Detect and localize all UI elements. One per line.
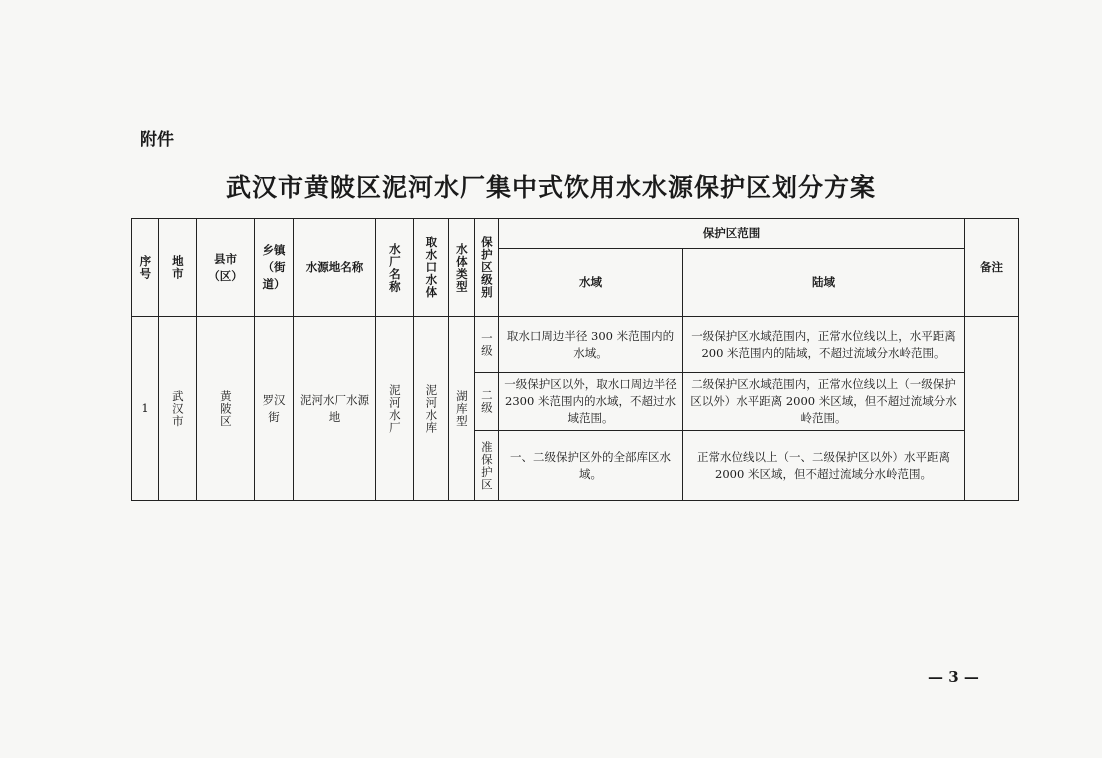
cell-level-3: 准保护区 xyxy=(479,440,494,491)
cell-level-2: 二级 xyxy=(479,389,494,414)
cell-remarks xyxy=(965,317,1019,501)
cell-body-type: 湖库型 xyxy=(454,389,469,428)
cell-land-1: 一级保护区水域范围内，正常水位线以上，水平距离 200 米范围内的陆域，不超过流域分水岭范围。 xyxy=(683,317,965,373)
header-water-area: 水域 xyxy=(499,249,683,317)
header-source-name: 水源地名称 xyxy=(294,219,376,317)
cell-plant-name: 泥河水厂 xyxy=(387,383,402,434)
header-body-type: 水体类型 xyxy=(454,242,469,293)
header-land-area: 陆域 xyxy=(683,249,965,317)
cell-water-1: 取水口周边半径 300 米范围内的水域。 xyxy=(499,317,683,373)
cell-source-name: 泥河水厂水源地 xyxy=(294,317,376,501)
cell-intake-body: 泥河水库 xyxy=(424,383,439,434)
cell-water-2: 一级保护区以外，取水口周边半径 2300 米范围内的水域，不超过水域范围。 xyxy=(499,373,683,431)
cell-town: 罗汉街 xyxy=(255,317,294,501)
attachment-label: 附件 xyxy=(140,130,174,150)
cell-level-1: 一级 xyxy=(479,332,494,357)
cell-land-2: 二级保护区水域范围内，正常水位线以上（一级保护区以外）水平距离 2000 米区域，但不超过流域分水岭范围。 xyxy=(683,373,965,431)
cell-city: 武汉市 xyxy=(170,389,185,428)
header-level: 保护区级别 xyxy=(479,236,494,299)
header-city: 地市 xyxy=(170,255,185,280)
page-number: — 3 — xyxy=(928,668,979,686)
header-remarks: 备注 xyxy=(965,219,1019,317)
header-seq: 序号 xyxy=(138,255,153,280)
header-county: 县市（区） xyxy=(197,219,255,317)
header-scope: 保护区范围 xyxy=(499,219,965,249)
protection-zone-table xyxy=(131,218,1019,501)
header-plant-name: 水厂名称 xyxy=(387,242,402,293)
cell-water-3: 一、二级保护区外的全部库区水域。 xyxy=(499,431,683,501)
table-row xyxy=(132,317,1019,373)
cell-seq: 1 xyxy=(132,317,159,501)
header-town: 乡镇（街道） xyxy=(255,219,294,317)
header-intake-body: 取水口水体 xyxy=(424,236,439,299)
cell-county: 黄陂区 xyxy=(218,389,233,428)
header-row xyxy=(132,219,1019,249)
document-title: 武汉市黄陂区泥河水厂集中式饮用水水源保护区划分方案 xyxy=(225,173,876,202)
cell-land-3: 正常水位线以上（一、二级保护区以外）水平距离 2000 米区域，但不超过流域分水岭范围。 xyxy=(683,431,965,501)
